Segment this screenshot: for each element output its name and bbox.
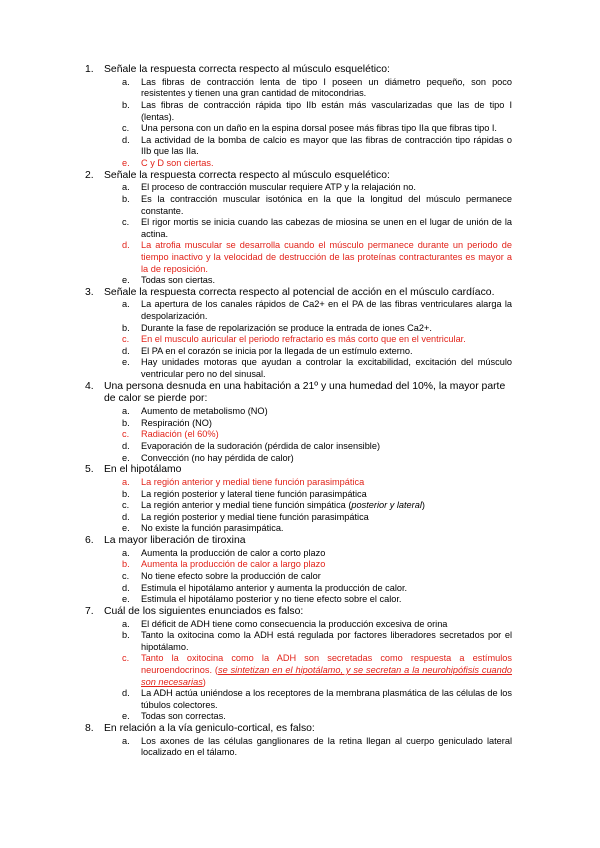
option-letter: a.	[122, 547, 130, 558]
option-letter: a.	[122, 477, 130, 487]
question-number: 4.	[85, 380, 94, 392]
option-letter: d.	[122, 345, 130, 356]
option-note: se sintetizan en el hipotálamo, y se secretan a la neurohipófisis cuando son necesarias	[141, 664, 513, 687]
option-text: Todas son ciertas.	[141, 275, 216, 286]
option	[104, 453, 600, 465]
option	[104, 406, 600, 418]
option	[104, 688, 600, 711]
option-letter: e.	[122, 275, 130, 286]
option-letter: c.	[122, 570, 130, 581]
question-7	[0, 606, 600, 619]
option	[104, 441, 600, 453]
option-text: El rigor mortis se inicia cuando las cabezas de miosina se unen en el lugar de unión de la actina.	[141, 217, 512, 239]
option-letter: d.	[122, 511, 130, 522]
option-text: En el musculo auricular el periodo refractario es más corto que en el ventricular.	[141, 334, 466, 345]
question-text: La mayor liberación de tiroxina	[104, 534, 246, 546]
option-text: La apertura de los canales rápidos de Ca2+ en el PA de las fibras ventriculares alarga la despolarización.	[141, 299, 512, 322]
option-letter: b.	[122, 322, 130, 333]
question-number: 6.	[85, 534, 94, 546]
correct-option	[104, 653, 600, 688]
option-text: Todas son correctas.	[141, 711, 226, 722]
question-4	[0, 381, 600, 407]
option	[104, 135, 600, 158]
question-number: 3.	[85, 286, 94, 298]
option-letter: d.	[122, 134, 130, 145]
option-list	[0, 548, 600, 606]
option-text: Una persona con un daño en la espina dorsal posee más fibras tipo IIa que fibras tipo I.	[141, 123, 497, 134]
question-number: 8.	[85, 722, 94, 734]
option-letter: e.	[122, 452, 130, 463]
option	[104, 357, 600, 380]
question-number: 2.	[85, 169, 94, 181]
option-letter: c.	[122, 334, 130, 345]
option-letter: b.	[122, 559, 130, 570]
option-letter: a.	[122, 406, 130, 417]
option-letter: b.	[122, 417, 130, 428]
option-text: La atrofia muscular se desarrolla cuando el músculo permanece durante un periodo de tiempo inactivo y la velocidad de destrucción de las proteínas contracturantes es mayor a la de reposición.	[141, 240, 512, 274]
option	[104, 100, 600, 123]
option-list	[0, 77, 600, 170]
option-text: El PA en el corazón se inicia por la llegada de un estímulo externo.	[141, 345, 413, 356]
option	[104, 594, 600, 606]
option-text: Es la contracción muscular isotónica en la que la longitud del músculo permanece constante.	[141, 193, 512, 216]
option-letter: e.	[122, 594, 130, 605]
question-3	[0, 287, 600, 300]
option	[104, 77, 600, 100]
option-letter: a.	[122, 299, 130, 310]
correct-option	[104, 477, 600, 489]
question-text: Una persona desnuda en una habitación a 21º y una humedad del 10%, la mayor parte de calor se pierde por:	[104, 380, 506, 405]
option-letter: e.	[122, 357, 130, 368]
option-text: La región posterior y medial tiene función parasimpática	[141, 511, 369, 522]
question-text: Señale la respuesta correcta respecto al músculo esquelético:	[104, 169, 390, 181]
option-letter: e.	[122, 157, 130, 168]
option-letter: b.	[122, 630, 130, 641]
option	[104, 217, 600, 240]
option-list	[0, 182, 600, 286]
question-1	[0, 64, 600, 77]
option-text: La región anterior y medial tiene función simpática (	[141, 500, 352, 511]
question-text: En el hipotálamo	[104, 464, 182, 476]
option-list	[0, 619, 600, 723]
option	[104, 418, 600, 430]
option	[104, 512, 600, 524]
option-text: La región posterior y lateral tiene función parasimpática	[141, 488, 367, 499]
option-text: El proceso de contracción muscular requiere ATP y la relajación no.	[141, 182, 416, 193]
option-letter: a.	[122, 618, 130, 629]
option-text: Las fibras de contracción lenta de tipo I poseen un diámetro pequeño, son poco resistentes y tienen una gran cantidad de mitocondrias.	[141, 76, 512, 99]
option-letter: a.	[122, 182, 130, 193]
question-text: Cuál de los siguientes enunciados es falso:	[104, 605, 304, 617]
option	[104, 548, 600, 560]
option-text: Aumento de metabolismo (NO)	[141, 406, 268, 417]
option-text: Respiración (NO)	[141, 417, 212, 428]
option-letter: d.	[122, 441, 130, 452]
option	[104, 523, 600, 535]
option-text: Aumenta la producción de calor a largo plazo	[141, 559, 326, 570]
correct-option	[104, 334, 600, 346]
option-closing: )	[202, 676, 206, 687]
option-letter: b.	[122, 193, 130, 204]
option	[104, 630, 600, 653]
option-letter: e.	[122, 711, 130, 722]
option-text: Estimula el hipotálamo posterior y no tiene efecto sobre el calor.	[141, 594, 402, 605]
option	[104, 736, 600, 759]
question-number: 1.	[85, 64, 94, 75]
option	[104, 123, 600, 135]
option-text: La región anterior y medial tiene función parasimpática	[141, 477, 365, 487]
option	[104, 619, 600, 631]
option-text: Estimula el hipotálamo anterior y aumenta la producción de calor.	[141, 582, 408, 593]
option-text: Evaporación de la sudoración (pérdida de calor insensible)	[141, 441, 381, 452]
option-letter: c.	[122, 217, 130, 228]
option-letter: c.	[122, 653, 130, 664]
option-letter: b.	[122, 99, 130, 110]
option	[104, 182, 600, 194]
option-text: Tanto la oxitocina como la ADH está regulada por factores liberadores secretados por el hipotálamo.	[141, 630, 512, 652]
option-text: Radiación (el 60%)	[141, 429, 219, 440]
question-text: En relación a la vía geniculo-cortical, es falso:	[104, 722, 315, 734]
option-text: No tiene efecto sobre la producción de calor	[141, 570, 321, 581]
correct-option	[104, 158, 600, 170]
option-text: Las fibras de contracción rápida tipo IIb están más vascularizadas que las de tipo I (lentas).	[141, 99, 512, 122]
option-text: Durante la fase de repolarización se produce la entrada de iones Ca2+.	[141, 322, 432, 333]
option	[104, 346, 600, 358]
option-text: El déficit de ADH tiene como consecuencia la producción excesiva de orina	[141, 618, 448, 629]
option-list	[0, 736, 600, 759]
option-list	[0, 406, 600, 464]
option-letter: a.	[122, 735, 130, 746]
question-6	[0, 535, 600, 548]
option-text: Convección (no hay pérdida de calor)	[141, 452, 294, 463]
question-text: Señale la respuesta correcta respecto al potencial de acción en el músculo cardíaco.	[104, 286, 495, 298]
option-closing: )	[421, 500, 425, 511]
option-text: Aumenta la producción de calor a corto plazo	[141, 547, 326, 558]
correct-option	[104, 429, 600, 441]
option-list	[0, 299, 600, 380]
option	[104, 323, 600, 335]
option	[104, 275, 600, 287]
option-text: La actividad de la bomba de calcio es mayor que las fibras de contracción tipo rápidas o IIb que las IIa.	[141, 134, 512, 157]
question-number: 7.	[85, 605, 94, 617]
option	[104, 583, 600, 595]
option-letter: d.	[122, 688, 130, 699]
option	[104, 711, 600, 723]
option-letter: c.	[122, 429, 130, 440]
question-5	[0, 464, 600, 477]
question-number: 5.	[85, 464, 94, 476]
option	[104, 500, 600, 512]
option-letter: d.	[122, 240, 130, 251]
option-letter: c.	[122, 123, 130, 134]
option-letter: c.	[122, 500, 130, 511]
option-text: Los axones de las células ganglionares de la retina llegan al cuerpo geniculado lateral localizado en el tálamo.	[141, 735, 512, 758]
option-text: Hay unidades motoras que ayudan a controlar la excitabilidad, excitación del músculo ventricular pero no del sinusal.	[141, 357, 512, 380]
question-2	[0, 170, 600, 183]
document-page	[0, 64, 600, 759]
option-text: Tanto la oxitocina como la ADH son secretadas como respuesta a estímulos neuroendocrinos. (	[141, 653, 512, 675]
question-text: Señale la respuesta correcta respecto al músculo esquelético:	[104, 64, 390, 75]
option-letter: a.	[122, 76, 130, 87]
correct-option	[104, 240, 600, 275]
option-list	[0, 477, 600, 535]
option-letter: e.	[122, 523, 130, 534]
option-letter: b.	[122, 488, 130, 499]
option	[104, 299, 600, 322]
option-text: C y D son ciertas.	[141, 157, 214, 168]
option	[104, 489, 600, 501]
option-note: posterior y lateral	[351, 500, 422, 511]
question-8	[0, 723, 600, 736]
option	[104, 571, 600, 583]
correct-option	[104, 559, 600, 571]
option	[104, 194, 600, 217]
option-text: No existe la función parasimpática.	[141, 523, 284, 534]
option-letter: d.	[122, 582, 130, 593]
option-text: La ADH actúa uniéndose a los receptores de la membrana plasmática de las células de los túbulos colectores.	[141, 688, 512, 710]
